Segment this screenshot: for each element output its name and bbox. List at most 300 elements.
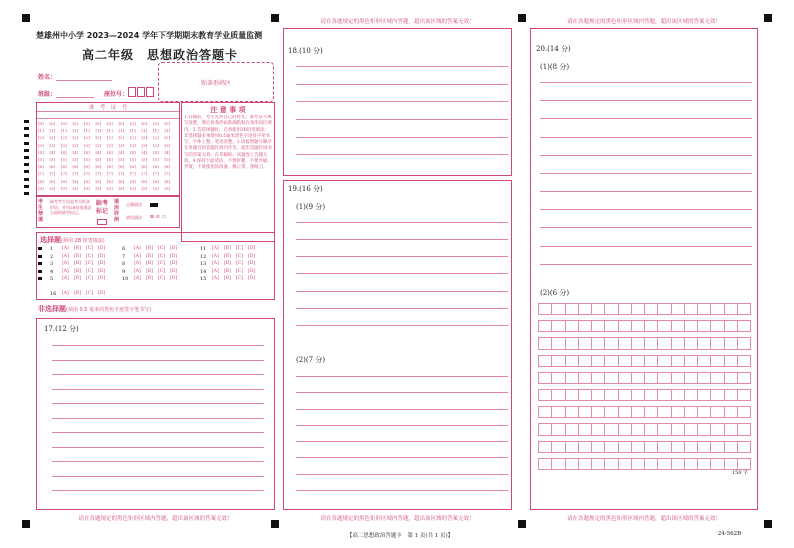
choice-option-bubble[interactable]: [A] <box>212 246 219 251</box>
exam-digit-bubble[interactable]: [4] <box>49 149 56 155</box>
wrong-fill-sample: ⊠ ⊘ ▭ <box>150 214 167 220</box>
fiducial-mark <box>271 14 279 22</box>
exam-digit-bubble[interactable]: [6] <box>38 164 44 170</box>
exam-digit-bubble[interactable]: [7] <box>141 171 148 177</box>
choice-option-bubble[interactable]: [C] <box>86 291 93 296</box>
choice-option-bubble[interactable]: [A] <box>212 253 219 259</box>
grid-cell-divider <box>644 355 645 367</box>
choice-question-number: 5 <box>50 276 54 282</box>
grid-cell-divider <box>578 372 579 384</box>
grid-cell-divider <box>671 337 672 349</box>
grid-cell-divider <box>671 441 672 453</box>
choice-option-bubble[interactable]: [D] <box>98 276 106 281</box>
timing-mark <box>24 170 29 173</box>
choice-option-bubble[interactable]: [C] <box>236 268 243 274</box>
choice-option-bubble[interactable]: [C] <box>86 253 93 259</box>
answer-line <box>296 474 508 475</box>
q20-2-writing-grid[interactable] <box>538 300 750 472</box>
grid-cell-divider <box>737 320 738 332</box>
choice-question-number: 13 <box>200 261 207 267</box>
exam-digit-bubble[interactable]: [9] <box>153 185 159 191</box>
exam-digit-bubble[interactable]: [7] <box>72 171 79 177</box>
exam-digit-bubble[interactable]: [8] <box>141 178 148 184</box>
exam-digit-bubble[interactable]: [1] <box>141 128 148 134</box>
choice-option-bubble[interactable]: [D] <box>98 261 106 266</box>
exam-digit-bubble[interactable]: [4] <box>107 149 113 155</box>
choice-heading <box>40 235 105 245</box>
exam-title: 楚雄州中小学 2023—2024 学年下学期期末教育学业质量监测 <box>36 31 263 40</box>
exam-digit-bubble[interactable]: [4] <box>61 149 67 155</box>
choice-option-bubble[interactable]: [D] <box>170 276 178 281</box>
exam-digit-bubble[interactable]: [8] <box>118 178 125 184</box>
exam-digit-bubble[interactable]: [9] <box>95 185 102 191</box>
answer-line <box>540 173 752 174</box>
exam-digit-bubble[interactable]: [5] <box>72 157 79 162</box>
exam-digit-bubble[interactable]: [0] <box>95 121 102 126</box>
choice-option-bubble[interactable]: [B] <box>224 246 231 251</box>
absent-mark-label: 缺考标记 <box>95 200 108 215</box>
grid-cell-divider <box>750 389 751 401</box>
answer-line <box>296 256 508 257</box>
grid-cell-divider <box>591 303 592 315</box>
choice-option-bubble[interactable]: [D] <box>170 246 178 251</box>
choice-option-bubble[interactable]: [D] <box>248 261 256 266</box>
exam-digit-bubble[interactable]: [9] <box>130 185 136 191</box>
exam-digit-bubble[interactable]: [8] <box>153 178 159 184</box>
exam-digit-bubble[interactable]: [4] <box>38 149 44 155</box>
exam-digit-bubble[interactable]: [1] <box>49 128 56 134</box>
grid-cell-divider <box>750 406 751 418</box>
q19-2-label: (2)(7 分) <box>296 356 326 364</box>
choice-option-bubble[interactable]: [A] <box>212 276 219 281</box>
grid-cell-divider <box>551 303 552 315</box>
choice-option-bubble[interactable]: [C] <box>86 246 93 251</box>
exam-digit-bubble[interactable]: [3] <box>141 142 148 148</box>
exam-digit-bubble[interactable]: [1] <box>153 128 159 134</box>
grid-cell-divider <box>551 423 552 435</box>
choice-option-bubble[interactable]: [A] <box>62 261 69 266</box>
exam-digit-bubble[interactable]: [5] <box>61 157 67 162</box>
exam-digit-bubble[interactable]: [9] <box>107 185 113 191</box>
grid-cell-divider <box>671 303 672 315</box>
choice-question-number: 7 <box>122 253 126 260</box>
choice-option-bubble[interactable]: [D] <box>98 253 106 259</box>
exam-digit-bubble[interactable]: [6] <box>107 164 113 170</box>
grid-cell-divider <box>591 337 592 349</box>
class-field[interactable] <box>56 97 94 98</box>
exam-digit-bubble[interactable]: [9] <box>118 185 125 191</box>
exam-digit-bubble[interactable]: [8] <box>130 178 136 184</box>
choice-option-bubble[interactable]: [D] <box>170 268 178 274</box>
fiducial-mark <box>764 520 772 528</box>
exam-digit-bubble[interactable]: [3] <box>84 142 90 148</box>
exam-digit-bubble[interactable]: [4] <box>95 149 102 155</box>
exam-digit-bubble[interactable]: [6] <box>141 164 148 170</box>
grid-cell-divider <box>631 355 632 367</box>
exam-digit-bubble[interactable]: [8] <box>61 178 67 184</box>
exam-digit-bubble[interactable]: [5] <box>107 157 113 162</box>
exam-digit-bubble[interactable]: [7] <box>118 171 125 177</box>
grid-cell-divider <box>551 389 552 401</box>
choice-question-number: 11 <box>200 246 207 252</box>
exam-digit-bubble[interactable]: [0] <box>49 121 56 126</box>
exam-digit-bubble[interactable]: [5] <box>141 157 148 162</box>
choice-option-bubble[interactable]: [C] <box>236 246 243 251</box>
grid-cell-divider <box>684 441 685 453</box>
exam-digit-bubble[interactable]: [3] <box>118 142 125 148</box>
exam-digit-bubble[interactable]: [0] <box>141 121 148 126</box>
q20-label: 20.(14 分) <box>536 45 571 53</box>
grid-cell-divider <box>551 406 552 418</box>
answer-line <box>52 403 264 404</box>
exam-digit-bubble[interactable]: [5] <box>153 157 159 162</box>
grid-cell-divider <box>591 389 592 401</box>
answer-line <box>296 291 508 292</box>
exam-digit-bubble[interactable]: [0] <box>84 121 90 126</box>
exam-digit-bubble[interactable]: [2] <box>153 135 159 141</box>
choice-option-bubble[interactable]: [A] <box>134 261 141 266</box>
choice-option-bubble[interactable]: [A] <box>212 261 219 266</box>
exam-digit-bubble[interactable]: [7] <box>107 171 113 177</box>
choice-option-bubble[interactable]: [B] <box>146 261 153 266</box>
choice-question-number: 3 <box>50 261 54 267</box>
choice-option-bubble[interactable]: [B] <box>74 246 81 251</box>
choice-option-bubble[interactable]: [C] <box>86 276 93 281</box>
exam-digit-bubble[interactable]: [2] <box>107 135 113 141</box>
grid-cell-divider <box>604 423 605 435</box>
choice-option-bubble[interactable]: [C] <box>158 276 165 281</box>
choice-option-bubble[interactable]: [B] <box>224 276 231 281</box>
exam-digit-bubble[interactable]: [7] <box>153 171 159 177</box>
grid-cell-divider <box>724 458 725 470</box>
exam-digit-bubble[interactable]: [6] <box>164 164 171 170</box>
choice-option-bubble[interactable]: [A] <box>62 268 69 274</box>
correct-fill-sample <box>150 203 158 207</box>
choice-option-bubble[interactable]: [A] <box>134 253 141 259</box>
choice-question-number: 6 <box>122 246 126 252</box>
exam-digit-bubble[interactable]: [5] <box>84 157 90 162</box>
timing-mark <box>24 120 29 123</box>
choice-option-bubble[interactable]: [C] <box>86 261 93 266</box>
grid-cell-divider <box>737 355 738 367</box>
exam-digit-bubble[interactable]: [7] <box>38 171 44 177</box>
answer-line <box>52 432 264 433</box>
exam-digit-bubble[interactable]: [7] <box>84 171 90 177</box>
grid-cell-divider <box>684 303 685 315</box>
q20-1-label: (1)(8 分) <box>540 63 570 71</box>
choice-option-bubble[interactable]: [C] <box>236 276 243 281</box>
choice-option-bubble[interactable]: [A] <box>62 246 69 251</box>
choice-option-bubble[interactable]: [B] <box>146 268 153 274</box>
exam-digit-bubble[interactable]: [5] <box>164 157 171 162</box>
exam-digit-bubble[interactable]: [4] <box>84 149 90 155</box>
exam-digit-bubble[interactable]: [8] <box>49 178 56 184</box>
grid-cell-divider <box>737 303 738 315</box>
choice-option-bubble[interactable]: [B] <box>224 253 231 259</box>
exam-digit-bubble[interactable]: [3] <box>130 142 136 148</box>
exam-digit-bubble[interactable]: [0] <box>107 121 113 126</box>
exam-digit-bubble[interactable]: [1] <box>38 128 44 134</box>
exam-digit-bubble[interactable]: [9] <box>72 185 79 191</box>
grid-cell-divider <box>578 441 579 453</box>
exam-digit-bubble[interactable]: [6] <box>72 164 79 170</box>
exam-digit-bubble[interactable]: [6] <box>118 164 125 170</box>
exam-digit-bubble[interactable]: [9] <box>61 185 67 191</box>
choice-option-bubble[interactable]: [C] <box>236 261 243 266</box>
grid-cell-divider <box>750 458 751 470</box>
exam-digit-bubble[interactable]: [3] <box>72 142 79 148</box>
header-warning-2: 请在各题规定的黑色矩形区域内答题，超出该区域的答案无效！ <box>320 19 475 25</box>
exam-digit-bubble[interactable]: [1] <box>72 128 79 134</box>
exam-digit-bubble[interactable]: [0] <box>72 121 79 126</box>
grid-cell-divider <box>565 337 566 349</box>
q19-2-answer-lines <box>296 376 508 506</box>
grid-cell-divider <box>538 389 539 401</box>
choice-option-bubble[interactable]: [D] <box>98 246 106 251</box>
timing-mark <box>24 142 29 145</box>
exam-digit-bubble[interactable]: [2] <box>72 135 79 141</box>
choice-option-bubble[interactable]: [C] <box>236 253 243 259</box>
exam-digit-bubble[interactable]: [6] <box>84 164 90 170</box>
choice-option-bubble[interactable]: [C] <box>158 253 165 259</box>
grid-cell-divider <box>578 389 579 401</box>
exam-digit-bubble[interactable]: [4] <box>141 149 148 155</box>
choice-option-bubble[interactable]: [A] <box>62 253 69 259</box>
choice-option-bubble[interactable]: [B] <box>224 261 231 266</box>
grid-cell-divider <box>551 441 552 453</box>
exam-digit-bubble[interactable]: [8] <box>84 178 90 184</box>
exam-digit-bubble[interactable]: [0] <box>153 121 159 126</box>
choice-option-bubble[interactable]: [B] <box>74 268 81 274</box>
answer-line <box>540 100 752 101</box>
choice-option-bubble[interactable]: [D] <box>248 253 256 259</box>
exam-digit-bubble[interactable]: [4] <box>118 149 125 155</box>
exam-digit-bubble[interactable]: [9] <box>38 185 44 191</box>
answer-line <box>540 118 752 119</box>
exam-digit-bubble[interactable]: [5] <box>49 157 56 162</box>
choice-option-bubble[interactable]: [C] <box>86 268 93 274</box>
choice-option-bubble[interactable]: [B] <box>146 276 153 281</box>
choice-question-number: 12 <box>200 253 207 260</box>
grid-cell-divider <box>604 389 605 401</box>
code-footer: ·24-562B· <box>716 531 743 537</box>
grid-cell-divider <box>724 441 725 453</box>
timing-mark <box>24 185 29 188</box>
grid-cell-divider <box>551 320 552 332</box>
choice-option-bubble[interactable]: [C] <box>158 261 165 266</box>
answer-line <box>296 409 508 410</box>
exam-digit-bubble[interactable]: [1] <box>61 128 67 134</box>
exam-digit-bubble[interactable]: [3] <box>153 142 159 148</box>
exam-digit-bubble[interactable]: [7] <box>164 171 171 177</box>
exam-digit-bubble[interactable]: [4] <box>164 149 171 155</box>
exam-digit-bubble[interactable]: [6] <box>61 164 67 170</box>
exam-digit-bubble[interactable]: [1] <box>107 128 113 134</box>
choice-option-bubble[interactable]: [B] <box>74 253 81 259</box>
exam-digit-bubble[interactable]: [6] <box>153 164 159 170</box>
exam-digit-bubble[interactable]: [6] <box>95 164 102 170</box>
grid-cell-divider <box>644 458 645 470</box>
exam-digit-bubble[interactable]: [0] <box>118 121 125 126</box>
grid-cell-divider <box>618 337 619 349</box>
grid-cell-divider <box>578 458 579 470</box>
grid-cell-divider <box>710 337 711 349</box>
grid-cell-divider <box>618 372 619 384</box>
timing-mark <box>24 192 29 195</box>
choice-option-bubble[interactable]: [D] <box>248 268 256 274</box>
exam-digit-bubble[interactable]: [5] <box>118 157 125 162</box>
exam-digit-bubble[interactable]: [8] <box>72 178 79 184</box>
exam-number-bubble-grid[interactable] <box>38 121 178 193</box>
exam-digit-bubble[interactable]: [8] <box>95 178 102 184</box>
choice-option-bubble[interactable]: [A] <box>134 276 141 281</box>
exam-digit-bubble[interactable]: [7] <box>61 171 67 177</box>
choice-option-bubble[interactable]: [B] <box>146 253 153 259</box>
exam-digit-bubble[interactable]: [2] <box>118 135 125 141</box>
exam-digit-bubble[interactable]: [9] <box>49 185 56 191</box>
grid-cell-divider <box>644 320 645 332</box>
choice-title: 选择题 <box>40 236 61 244</box>
answer-line <box>296 137 508 138</box>
choice-option-bubble[interactable]: [A] <box>212 268 219 274</box>
exam-digit-bubble[interactable]: [4] <box>153 149 159 155</box>
choice-option-bubble[interactable]: [D] <box>248 246 256 251</box>
choice-option-bubble[interactable]: [D] <box>98 268 106 274</box>
exam-digit-bubble[interactable]: [7] <box>49 171 56 177</box>
exam-digit-bubble[interactable]: [6] <box>130 164 136 170</box>
exam-digit-bubble[interactable]: [7] <box>95 171 102 177</box>
grid-cell-divider <box>750 337 751 349</box>
choice-option-bubble[interactable]: [B] <box>74 276 81 281</box>
grid-cell-divider <box>724 389 725 401</box>
exam-digit-bubble[interactable]: [3] <box>61 142 67 148</box>
exam-digit-bubble[interactable]: [3] <box>49 142 56 148</box>
exam-digit-bubble[interactable]: [2] <box>95 135 102 141</box>
exam-digit-bubble[interactable]: [3] <box>38 142 44 148</box>
exam-digit-bubble[interactable]: [3] <box>107 142 113 148</box>
exam-digit-bubble[interactable]: [2] <box>49 135 56 141</box>
answer-line <box>296 84 508 85</box>
exam-digit-bubble[interactable]: [3] <box>95 142 102 148</box>
exam-digit-bubble[interactable]: [2] <box>84 135 90 141</box>
exam-digit-bubble[interactable]: [1] <box>164 128 171 134</box>
exam-digit-bubble[interactable]: [2] <box>130 135 136 141</box>
exam-digit-bubble[interactable]: [1] <box>84 128 90 134</box>
grid-cell-divider <box>684 406 685 418</box>
exam-digit-bubble[interactable]: [9] <box>141 185 148 191</box>
grid-cell-divider <box>657 406 658 418</box>
choice-option-bubble[interactable]: [A] <box>134 268 141 274</box>
exam-digit-bubble[interactable]: [8] <box>38 178 44 184</box>
grid-cell-divider <box>565 372 566 384</box>
exam-digit-bubble[interactable]: [1] <box>95 128 102 134</box>
exam-digit-bubble[interactable]: [8] <box>107 178 113 184</box>
choice-option-bubble[interactable]: [A] <box>134 246 141 251</box>
class-label: 班级： <box>38 91 57 98</box>
choice-option-bubble[interactable]: [A] <box>62 291 69 296</box>
exam-digit-bubble[interactable]: [5] <box>95 157 102 162</box>
exam-digit-bubble[interactable]: [8] <box>164 178 171 184</box>
choice-question-number: 14 <box>200 268 207 275</box>
exam-digit-bubble[interactable]: [9] <box>84 185 90 191</box>
grid-cell-divider <box>644 337 645 349</box>
grid-cell-divider <box>631 303 632 315</box>
grid-cell-divider <box>671 458 672 470</box>
grid-cell-divider <box>631 372 632 384</box>
choice-option-bubble[interactable]: [A] <box>62 276 69 281</box>
name-field[interactable] <box>56 80 112 81</box>
grid-cell-divider <box>684 320 685 332</box>
exam-digit-bubble[interactable]: [2] <box>164 135 171 141</box>
grid-cell-divider <box>710 423 711 435</box>
choice-option-bubble[interactable]: [D] <box>98 291 106 296</box>
exam-digit-bubble[interactable]: [9] <box>164 185 171 191</box>
grid-cell-divider <box>710 389 711 401</box>
grid-cell-divider <box>657 320 658 332</box>
grid-cell-divider <box>750 372 751 384</box>
exam-digit-bubble[interactable]: [7] <box>130 171 136 177</box>
grid-cell-divider <box>551 458 552 470</box>
exam-digit-bubble[interactable]: [4] <box>72 149 79 155</box>
choice-option-bubble[interactable]: [B] <box>74 261 81 266</box>
grid-cell-divider <box>644 441 645 453</box>
exam-digit-bubble[interactable]: [2] <box>38 135 44 141</box>
choice-option-bubble[interactable]: [B] <box>74 291 81 296</box>
choice-option-bubble[interactable]: [D] <box>248 276 256 281</box>
exam-digit-bubble[interactable]: [6] <box>49 164 56 170</box>
exam-digit-bubble[interactable]: [0] <box>164 121 171 126</box>
notice-title: 注 意 事 项 <box>210 106 246 114</box>
exam-digit-bubble[interactable]: [0] <box>130 121 136 126</box>
grid-cell-divider <box>724 406 725 418</box>
choice-option-bubble[interactable]: [D] <box>170 261 178 266</box>
grid-cell-divider <box>697 372 698 384</box>
grid-cell-divider <box>618 441 619 453</box>
grid-cell-divider <box>684 423 685 435</box>
grid-cell-divider <box>671 423 672 435</box>
choice-option-bubble[interactable]: [D] <box>170 253 178 259</box>
q20-2-label: (2)(6 分) <box>540 289 570 297</box>
answer-line <box>52 345 264 346</box>
exam-digit-bubble[interactable]: [1] <box>130 128 136 134</box>
grid-cell-divider <box>684 389 685 401</box>
exam-digit-bubble[interactable]: [5] <box>38 157 44 162</box>
page-footer: 【高二思想政治答题卡 第 1 页(共 1 页)】 <box>346 533 454 539</box>
choice-option-bubble[interactable]: [B] <box>224 268 231 274</box>
grid-cell-divider <box>538 372 539 384</box>
exam-digit-bubble[interactable]: [2] <box>61 135 67 141</box>
absent-mark-box[interactable] <box>97 219 107 225</box>
q17-answer-lines <box>52 345 264 505</box>
choice-option-bubble[interactable]: [B] <box>146 246 153 251</box>
grid-cell-divider <box>657 337 658 349</box>
exam-digit-bubble[interactable]: [2] <box>141 135 148 141</box>
answer-line <box>296 425 508 426</box>
exam-digit-bubble[interactable]: [5] <box>130 157 136 162</box>
timing-mark <box>38 255 42 258</box>
exam-digit-bubble[interactable]: [0] <box>38 121 44 126</box>
seat-boxes[interactable] <box>128 87 154 97</box>
exam-digit-bubble[interactable]: [3] <box>164 142 171 148</box>
choice-option-bubble[interactable]: [C] <box>158 268 165 274</box>
exam-digit-bubble[interactable]: [4] <box>130 149 136 155</box>
choice-option-bubble[interactable]: [C] <box>158 246 165 251</box>
grid-cell-divider <box>737 389 738 401</box>
grid-cell-divider <box>657 355 658 367</box>
exam-digit-bubble[interactable]: [1] <box>118 128 125 134</box>
choice-bubbles[interactable] <box>40 246 272 298</box>
exam-digit-bubble[interactable]: [0] <box>61 121 67 126</box>
